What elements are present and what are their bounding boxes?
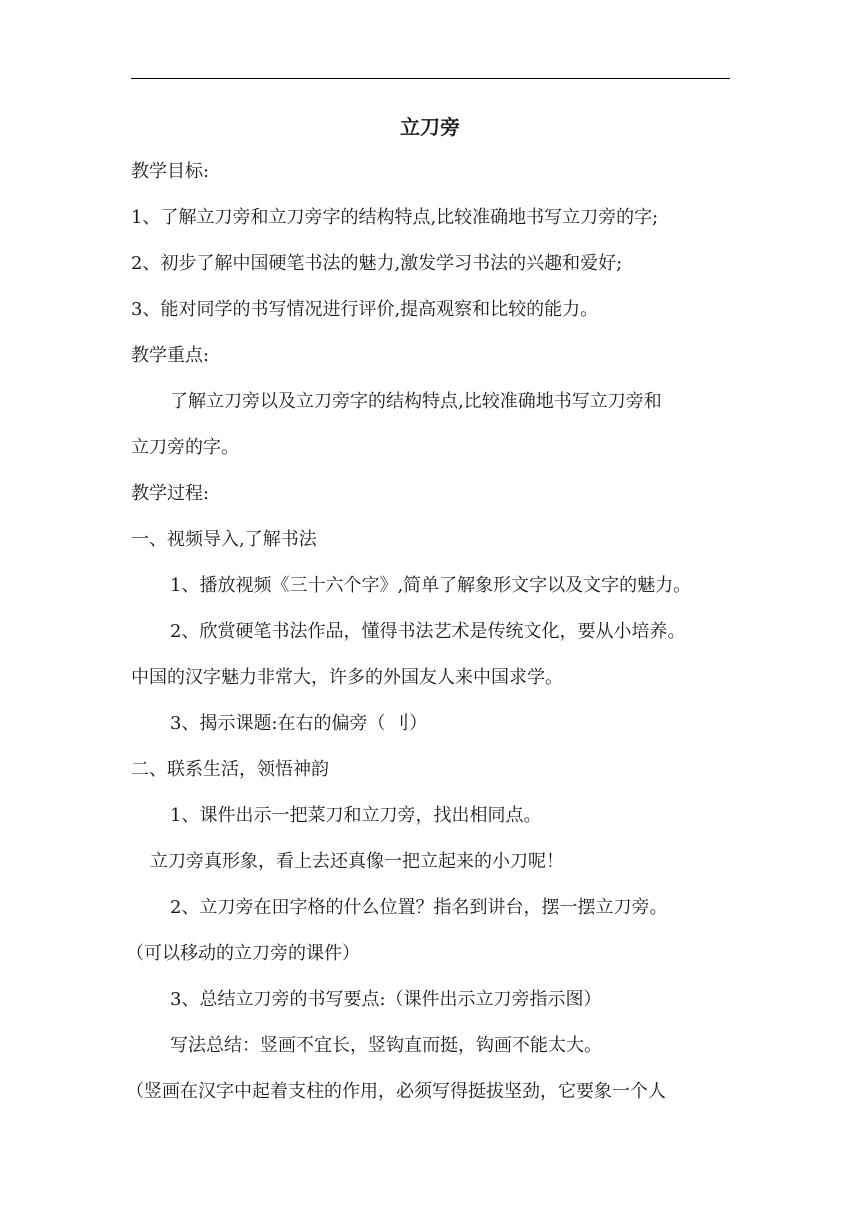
heading-teaching-goals: 教学目标: (131, 161, 210, 182)
writing-summary: 写法总结：竖画不宜长，竖钩直而挺，钩画不能太大。 (170, 1035, 602, 1056)
section-1-item-2-continued: 中国的汉字魅力非常大，许多的外国友人来中国求学。 (131, 667, 563, 688)
section-heading-1: 一、视频导入,了解书法 (131, 529, 317, 550)
section-1-item-3: 3、揭示课题:在右的偏旁（ 刂） (170, 713, 428, 734)
goal-item-1: 1、了解立刀旁和立刀旁字的结构特点,比较准确地书写立刀旁的字; (131, 207, 659, 228)
section-heading-2: 二、联系生活，领悟神韵 (131, 759, 329, 780)
section-2-item-2-continued: （可以移动的立刀旁的课件） (126, 943, 360, 964)
section-2-item-3: 3、总结立刀旁的书写要点:（课件出示立刀旁指示图） (170, 989, 602, 1010)
section-1-item-1: 1、播放视频《三十六个字》,简单了解象形文字以及文字的魅力。 (170, 575, 692, 596)
goal-item-2: 2、初步了解中国硬笔书法的魅力,激发学习书法的兴趣和爱好; (131, 253, 623, 274)
section-2-item-2: 2、立刀旁在田字格的什么位置？指名到讲台，摆一摆立刀旁。 (170, 897, 668, 918)
section-1-item-2: 2、欣赏硬笔书法作品，懂得书法艺术是传统文化，要从小培养。 (170, 621, 686, 642)
heading-teaching-process: 教学过程: (131, 483, 210, 504)
goal-item-3: 3、能对同学的书写情况进行评价,提高观察和比较的能力。 (131, 299, 599, 320)
document-title: 立刀旁 (400, 115, 460, 139)
writing-explanation: （竖画在汉字中起着支柱的作用，必须写得挺拔坚劲，它要象一个人 (126, 1081, 666, 1102)
focus-paragraph-line-1: 了解立刀旁以及立刀旁字的结构特点,比较准确地书写立刀旁和 (170, 391, 662, 412)
section-2-item-1: 1、课件出示一把菜刀和立刀旁，找出相同点。 (170, 805, 542, 826)
focus-paragraph-line-2: 立刀旁的字。 (131, 437, 239, 458)
section-2-note: 立刀旁真形象，看上去还真像一把立起来的小刀呢！ (150, 851, 564, 872)
header-rule (131, 78, 730, 79)
heading-teaching-focus: 教学重点: (131, 345, 210, 366)
